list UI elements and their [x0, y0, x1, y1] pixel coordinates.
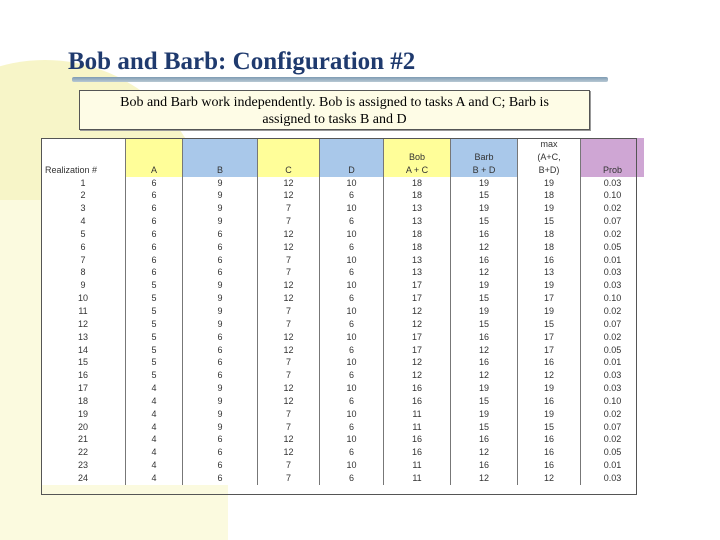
cell-max: 13 — [518, 266, 581, 279]
cell-prob: 0.03 — [603, 177, 622, 188]
cell-b: 6 — [183, 356, 258, 369]
cell-barb: 15 — [451, 318, 518, 331]
cell-barb: 12 — [451, 241, 518, 254]
cell-barb: 16 — [451, 459, 518, 472]
cell-bob: 12 — [384, 369, 451, 382]
cell-barb: 19 — [451, 305, 518, 318]
cell-max: 19 — [518, 177, 581, 190]
table-row — [41, 433, 644, 446]
cell-d: 10 — [320, 408, 384, 421]
header-d: D — [320, 138, 384, 177]
cell-a: 6 — [126, 266, 183, 279]
cell-c: 7 — [258, 254, 320, 267]
cell-prob: 0.07 — [603, 421, 622, 432]
cell-a: 4 — [126, 433, 183, 446]
cell-bob: 11 — [384, 421, 451, 434]
cell-prob: 0.05 — [603, 344, 622, 355]
cell-prob: 0.01 — [603, 254, 622, 265]
cell-prob: 0.01 — [603, 357, 622, 368]
cell-d: 10 — [320, 331, 384, 344]
cell-bob: 16 — [384, 382, 451, 395]
cell-b: 9 — [183, 318, 258, 331]
cell-max: 19 — [518, 279, 581, 292]
cell-d: 6 — [320, 318, 384, 331]
cell-c: 12 — [258, 177, 320, 190]
cell-b: 6 — [183, 331, 258, 344]
cell-a: 5 — [126, 344, 183, 357]
cell-d: 10 — [320, 305, 384, 318]
cell-bob: 17 — [384, 331, 451, 344]
cell-a: 6 — [126, 254, 183, 267]
cell-c: 12 — [258, 189, 320, 202]
cell-d: 10 — [320, 433, 384, 446]
cell-a: 4 — [126, 421, 183, 434]
cell-realization: 24 — [41, 472, 126, 485]
header-a: A — [126, 138, 183, 177]
cell-b: 9 — [183, 202, 258, 215]
cell-a: 6 — [126, 228, 183, 241]
table-row — [41, 215, 644, 228]
header-max-line-3: B+D) — [538, 164, 560, 175]
cell-d: 10 — [320, 228, 384, 241]
cell-max: 17 — [518, 344, 581, 357]
table-row — [41, 177, 644, 190]
cell-max: 19 — [518, 202, 581, 215]
table-header-row — [41, 138, 644, 177]
table-row — [41, 408, 644, 421]
header-max-line-2: (A+C, — [537, 151, 561, 162]
description-line-1: Bob and Barb work independently. Bob is assigned to tasks A and C; Barb is — [120, 95, 549, 110]
cell-max: 16 — [518, 395, 581, 408]
cell-d: 6 — [320, 472, 384, 485]
cell-c: 12 — [258, 331, 320, 344]
cell-barb: 19 — [451, 382, 518, 395]
cell-realization: 4 — [41, 215, 126, 228]
cell-max: 16 — [518, 433, 581, 446]
cell-prob: 0.02 — [603, 434, 622, 445]
table-row — [41, 382, 644, 395]
cell-realization: 10 — [41, 292, 126, 305]
cell-realization: 6 — [41, 241, 126, 254]
cell-a: 4 — [126, 395, 183, 408]
cell-max: 18 — [518, 189, 581, 202]
title-underline — [72, 77, 608, 82]
cell-prob: 0.03 — [603, 280, 622, 291]
cell-prob: 0.03 — [603, 370, 622, 381]
table-row — [41, 279, 644, 292]
header-c: C — [258, 138, 320, 177]
cell-a: 6 — [126, 177, 183, 190]
cell-d: 6 — [320, 369, 384, 382]
header-max-line-1: max — [540, 139, 558, 149]
cell-barb: 16 — [451, 433, 518, 446]
table-row — [41, 472, 644, 485]
cell-b: 6 — [183, 266, 258, 279]
cell-a: 4 — [126, 382, 183, 395]
cell-barb: 19 — [451, 408, 518, 421]
cell-max: 17 — [518, 292, 581, 305]
cell-b: 9 — [183, 421, 258, 434]
cell-realization: 21 — [41, 433, 126, 446]
cell-prob: 0.02 — [603, 331, 622, 342]
cell-d: 10 — [320, 202, 384, 215]
cell-realization: 16 — [41, 369, 126, 382]
table-row — [41, 318, 644, 331]
cell-a: 4 — [126, 472, 183, 485]
cell-realization: 7 — [41, 254, 126, 267]
cell-bob: 13 — [384, 215, 451, 228]
header-barb — [451, 138, 518, 177]
cell-b: 6 — [183, 433, 258, 446]
cell-realization: 8 — [41, 266, 126, 279]
cell-d: 6 — [320, 189, 384, 202]
cell-max: 19 — [518, 408, 581, 421]
cell-c: 7 — [258, 215, 320, 228]
header-barb-line-2: B + D — [472, 164, 496, 175]
cell-c: 7 — [258, 459, 320, 472]
table-row — [41, 446, 644, 459]
cell-prob: 0.05 — [603, 447, 622, 458]
cell-d: 10 — [320, 254, 384, 267]
cell-prob: 0.02 — [603, 408, 622, 419]
table-row — [41, 331, 644, 344]
cell-d: 10 — [320, 177, 384, 190]
cell-bob: 17 — [384, 292, 451, 305]
cell-realization: 3 — [41, 202, 126, 215]
cell-d: 6 — [320, 241, 384, 254]
cell-d: 6 — [320, 446, 384, 459]
cell-prob: 0.07 — [603, 318, 622, 329]
description-box — [79, 90, 590, 130]
header-b: B — [183, 138, 258, 177]
cell-a: 6 — [126, 189, 183, 202]
cell-c: 12 — [258, 395, 320, 408]
cell-prob: 0.03 — [603, 383, 622, 394]
cell-max: 15 — [518, 421, 581, 434]
cell-a: 6 — [126, 241, 183, 254]
cell-c: 12 — [258, 344, 320, 357]
cell-barb: 12 — [451, 472, 518, 485]
cell-prob: 0.02 — [603, 203, 622, 214]
table-row — [41, 356, 644, 369]
cell-c: 7 — [258, 369, 320, 382]
cell-realization: 19 — [41, 408, 126, 421]
table-row — [41, 344, 644, 357]
cell-prob: 0.07 — [603, 216, 622, 227]
cell-max: 16 — [518, 356, 581, 369]
cell-c: 12 — [258, 241, 320, 254]
cell-barb: 19 — [451, 202, 518, 215]
cell-b: 6 — [183, 446, 258, 459]
cell-a: 6 — [126, 215, 183, 228]
cell-bob: 18 — [384, 177, 451, 190]
cell-barb: 12 — [451, 266, 518, 279]
cell-barb: 15 — [451, 292, 518, 305]
header-barb-line-1: Barb — [474, 151, 494, 162]
cell-prob: 0.05 — [603, 241, 622, 252]
cell-b: 6 — [183, 241, 258, 254]
table-body — [41, 177, 644, 485]
cell-max: 18 — [518, 241, 581, 254]
cell-barb: 19 — [451, 177, 518, 190]
cell-d: 10 — [320, 356, 384, 369]
cell-a: 6 — [126, 202, 183, 215]
cell-b: 9 — [183, 382, 258, 395]
cell-b: 9 — [183, 189, 258, 202]
cell-b: 9 — [183, 305, 258, 318]
table-row — [41, 459, 644, 472]
cell-max: 17 — [518, 331, 581, 344]
cell-bob: 13 — [384, 254, 451, 267]
cell-prob: 0.02 — [603, 228, 622, 239]
cell-barb: 12 — [451, 344, 518, 357]
cell-c: 7 — [258, 266, 320, 279]
cell-a: 5 — [126, 318, 183, 331]
cell-a: 5 — [126, 305, 183, 318]
cell-max: 12 — [518, 369, 581, 382]
cell-b: 6 — [183, 228, 258, 241]
cell-realization: 14 — [41, 344, 126, 357]
cell-b: 9 — [183, 292, 258, 305]
cell-c: 7 — [258, 472, 320, 485]
cell-barb: 15 — [451, 395, 518, 408]
cell-max: 18 — [518, 228, 581, 241]
cell-max: 12 — [518, 472, 581, 485]
cell-bob: 16 — [384, 446, 451, 459]
cell-a: 5 — [126, 279, 183, 292]
cell-bob: 17 — [384, 344, 451, 357]
cell-barb: 16 — [451, 331, 518, 344]
cell-barb: 15 — [451, 421, 518, 434]
cell-b: 9 — [183, 408, 258, 421]
table-row — [41, 266, 644, 279]
cell-realization: 18 — [41, 395, 126, 408]
cell-d: 6 — [320, 421, 384, 434]
cell-c: 7 — [258, 305, 320, 318]
cell-c: 7 — [258, 318, 320, 331]
cell-d: 10 — [320, 382, 384, 395]
cell-b: 6 — [183, 459, 258, 472]
cell-max: 15 — [518, 318, 581, 331]
cell-barb: 15 — [451, 189, 518, 202]
table-row — [41, 241, 644, 254]
cell-bob: 12 — [384, 356, 451, 369]
table-row — [41, 395, 644, 408]
cell-realization: 23 — [41, 459, 126, 472]
header-max — [518, 138, 581, 177]
table-row — [41, 254, 644, 267]
cell-c: 7 — [258, 421, 320, 434]
cell-max: 16 — [518, 254, 581, 267]
cell-bob: 18 — [384, 241, 451, 254]
cell-barb: 16 — [451, 356, 518, 369]
slide-title: Bob and Barb: Configuration #2 — [68, 48, 416, 75]
cell-barb: 15 — [451, 215, 518, 228]
cell-realization: 2 — [41, 189, 126, 202]
cell-d: 6 — [320, 215, 384, 228]
cell-max: 19 — [518, 382, 581, 395]
cell-c: 7 — [258, 202, 320, 215]
table-row — [41, 228, 644, 241]
cell-bob: 16 — [384, 433, 451, 446]
cell-bob: 17 — [384, 279, 451, 292]
header-bob-line-2: A + C — [405, 164, 429, 175]
header-bob — [384, 138, 451, 177]
cell-d: 6 — [320, 395, 384, 408]
cell-max: 19 — [518, 305, 581, 318]
cell-realization: 22 — [41, 446, 126, 459]
cell-c: 12 — [258, 279, 320, 292]
cell-barb: 16 — [451, 254, 518, 267]
cell-bob: 11 — [384, 408, 451, 421]
table-row — [41, 305, 644, 318]
cell-max: 15 — [518, 215, 581, 228]
cell-realization: 15 — [41, 356, 126, 369]
cell-c: 12 — [258, 446, 320, 459]
cell-d: 6 — [320, 292, 384, 305]
cell-bob: 11 — [384, 459, 451, 472]
cell-c: 7 — [258, 356, 320, 369]
realization-table — [41, 138, 644, 485]
cell-a: 5 — [126, 356, 183, 369]
cell-a: 4 — [126, 408, 183, 421]
cell-prob: 0.10 — [603, 293, 622, 304]
cell-d: 6 — [320, 266, 384, 279]
cell-barb: 19 — [451, 279, 518, 292]
cell-c: 12 — [258, 228, 320, 241]
cell-b: 6 — [183, 472, 258, 485]
cell-prob: 0.10 — [603, 395, 622, 406]
cell-bob: 16 — [384, 395, 451, 408]
cell-c: 7 — [258, 408, 320, 421]
cell-d: 10 — [320, 279, 384, 292]
cell-b: 6 — [183, 369, 258, 382]
header-bob-line-1: Bob — [408, 151, 425, 162]
cell-a: 5 — [126, 331, 183, 344]
cell-b: 9 — [183, 395, 258, 408]
cell-bob: 12 — [384, 305, 451, 318]
cell-prob: 0.01 — [603, 460, 622, 471]
cell-realization: 11 — [41, 305, 126, 318]
cell-prob: 0.02 — [603, 305, 622, 316]
cell-d: 6 — [320, 344, 384, 357]
cell-max: 16 — [518, 459, 581, 472]
cell-c: 12 — [258, 292, 320, 305]
cell-b: 6 — [183, 344, 258, 357]
cell-max: 16 — [518, 446, 581, 459]
cell-a: 4 — [126, 446, 183, 459]
cell-b: 6 — [183, 254, 258, 267]
cell-d: 10 — [320, 459, 384, 472]
cell-realization: 1 — [41, 177, 126, 190]
cell-prob: 0.10 — [603, 190, 622, 201]
cell-bob: 12 — [384, 318, 451, 331]
cell-realization: 13 — [41, 331, 126, 344]
cell-a: 5 — [126, 292, 183, 305]
cell-bob: 18 — [384, 189, 451, 202]
cell-c: 12 — [258, 382, 320, 395]
table-row — [41, 421, 644, 434]
cell-b: 9 — [183, 279, 258, 292]
cell-b: 9 — [183, 215, 258, 228]
cell-realization: 9 — [41, 279, 126, 292]
cell-c: 12 — [258, 433, 320, 446]
table-row — [41, 202, 644, 215]
table-row — [41, 189, 644, 202]
cell-bob: 18 — [384, 228, 451, 241]
cell-barb: 16 — [451, 228, 518, 241]
cell-barb: 12 — [451, 446, 518, 459]
cell-a: 4 — [126, 459, 183, 472]
table-row — [41, 292, 644, 305]
table-row — [41, 369, 644, 382]
description-line-2: assigned to tasks B and D — [262, 112, 407, 127]
cell-a: 5 — [126, 369, 183, 382]
cell-prob: 0.03 — [603, 472, 622, 483]
cell-realization: 12 — [41, 318, 126, 331]
cell-bob: 13 — [384, 266, 451, 279]
cell-realization: 20 — [41, 421, 126, 434]
header-prob: Prob — [581, 138, 645, 177]
cell-barb: 12 — [451, 369, 518, 382]
cell-bob: 11 — [384, 472, 451, 485]
cell-bob: 13 — [384, 202, 451, 215]
cell-realization: 5 — [41, 228, 126, 241]
cell-prob: 0.03 — [603, 267, 622, 278]
header-realization: Realization # — [41, 138, 126, 177]
cell-realization: 17 — [41, 382, 126, 395]
cell-b: 9 — [183, 177, 258, 190]
